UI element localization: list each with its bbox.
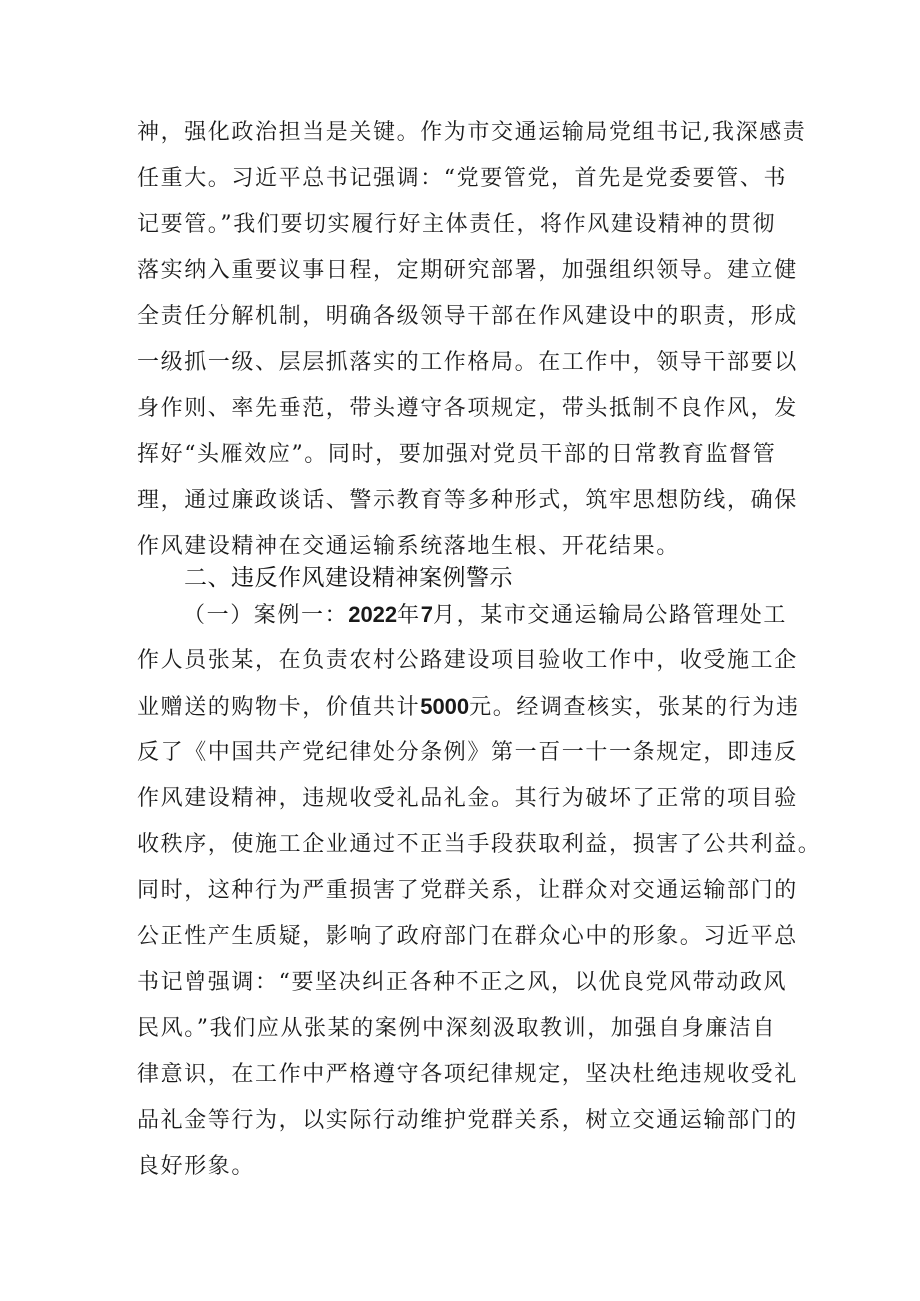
text-line: 记要管。”我们要切实履行好主体责任，将作风建设精神的贯彻 xyxy=(137,212,777,237)
text-line: 书记曾强调：“要坚决纠正各种不正之风，以优良党风带动政风 xyxy=(137,970,788,995)
text-line: 同时，这种行为严重损害了党群关系，让群众对交通运输部门的 xyxy=(137,878,798,903)
text-line: 全责任分解机制，明确各级领导干部在作风建设中的职责，形成 xyxy=(137,304,798,329)
text-line: 理，通过廉政谈话、警示教育等多种形式，筑牢思想防线，确保 xyxy=(137,488,798,513)
year-suffix: 年 xyxy=(397,603,421,628)
text-line xyxy=(137,692,800,723)
text-line xyxy=(183,600,797,631)
text-line: 任重大。习近平总书记强调：“党要管党，首先是党委要管、书 xyxy=(137,166,788,191)
text-fragment: 月，某市交通运输局公路管理处工 xyxy=(433,603,788,628)
amount-value: 5000 xyxy=(420,694,470,719)
text-fragment: 业赠送的购物卡，价值共计 xyxy=(137,695,421,720)
text-fragment: 元。经调查核实，张某的行为违 xyxy=(469,695,800,720)
text-line: 挥好“头雁效应”。同时，要加强对党员干部的日常教育监督管 xyxy=(137,442,777,467)
text-line: 反了《中国共产党纪律处分条例》第一百一十一条规定，即违反 xyxy=(137,740,798,765)
text-line: 品礼金等行为，以实际行动维护党群关系，树立交通运输部门的 xyxy=(137,1108,798,1133)
text-line: 神，强化政治担当是关键。作为市交通运输局党组书记,我深感责 xyxy=(137,120,807,145)
text-line: 良好形象。 xyxy=(137,1154,256,1179)
text-line: 作风建设精神，违规收受礼品礼金。其行为破坏了正常的项目验 xyxy=(137,786,798,811)
text-line: 身作则、率先垂范，带头遵守各项规定，带头抵制不良作风，发 xyxy=(137,396,798,421)
case-year: 2022 xyxy=(348,602,398,627)
text-line: 落实纳入重要议事日程，定期研究部署，加强组织领导。建立健 xyxy=(137,258,798,283)
text-line: 一级抓一级、层层抓落实的工作格局。在工作中，领导干部要以 xyxy=(137,350,798,375)
section-heading: 二、违反作风建设精神案例警示 xyxy=(184,565,513,591)
case-month: 7 xyxy=(420,602,434,627)
text-line: 律意识，在工作中严格遵守各项纪律规定，坚决杜绝违规收受礼 xyxy=(137,1062,798,1087)
text-line: 公正性产生质疑，影响了政府部门在群众心中的形象。习近平总 xyxy=(137,924,798,949)
text-line: 收秩序，使施工企业通过不正当手段获取利益，损害了公共利益。 xyxy=(137,832,822,857)
case-label: （一）案例一： xyxy=(183,603,349,628)
text-line: 作人员张某，在负责农村公路建设项目验收工作中，收受施工企 xyxy=(137,648,798,673)
text-line: 民风。”我们应从张某的案例中深刻汲取教训，加强自身廉洁自 xyxy=(137,1016,777,1041)
text-line: 作风建设精神在交通运输系统落地生根、开花结果。 xyxy=(137,534,680,559)
